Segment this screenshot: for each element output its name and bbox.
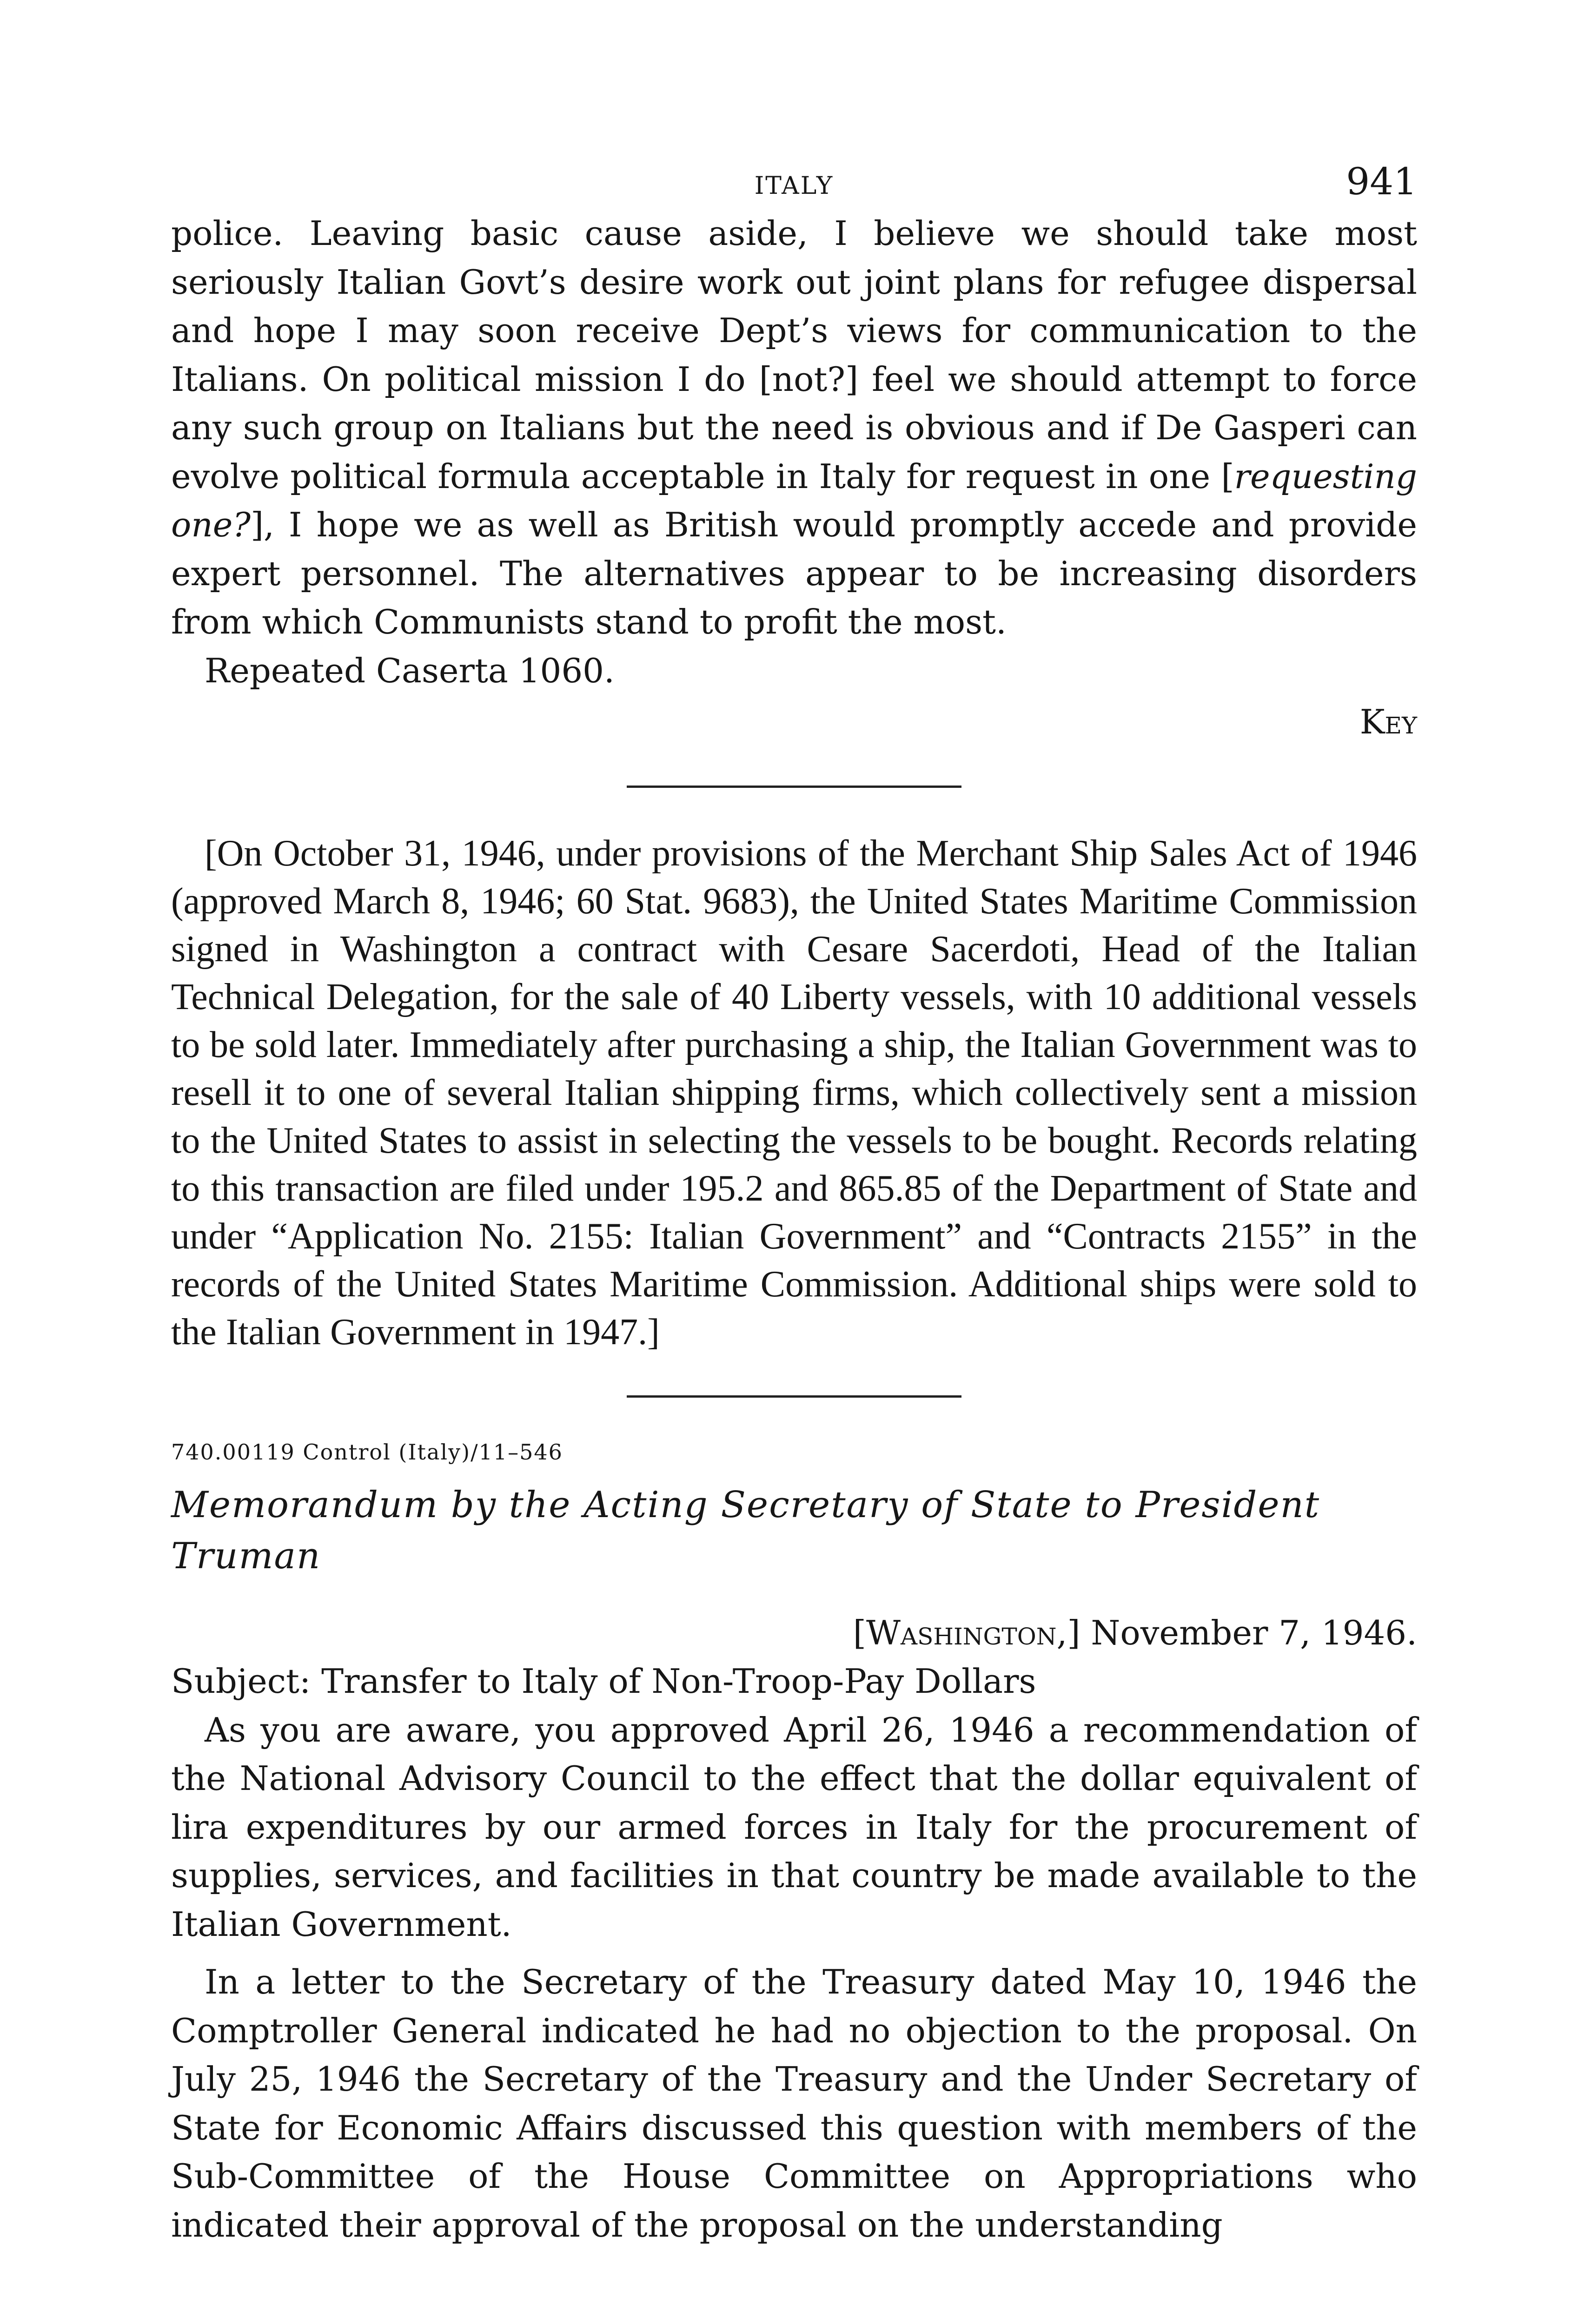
page-number: 941 bbox=[1346, 160, 1417, 203]
body-paragraph-1: As you are aware, you approved April 26, 1946 a recommendation of the National Advisory Council to the effect that the dollar equivalent of lira expenditures by our armed forces in Italy for the procurement of supplies, services, and facilities in that country be made available to the Italian Government. bbox=[171, 1710, 1417, 1944]
continuation-paragraph bbox=[171, 209, 1417, 647]
editorial-note: [On October 31, 1946, under provisions of the Merchant Ship Sales Act of 1946 (approved March 8, 1946; 60 Stat. 9683), the United States Maritime Commission signed in Washington a contract with Cesare Sacerdoti, Head of the Italian Technical Delegation, for the sale of 40 Liberty vessels, with 10 additional vessels to be sold later. Immediately after purchasing a ship, the Italian Government was to resell it to one of several Italian shipping firms, which collectively sent a mission to the United States to assist in selecting the vessels to be bought. Records relating to this transaction are filed under 195.2 and 865.85 of the Department of State and under “Application No. 2155: Italian Government” and “Contracts 2155” in the records of the United States Maritime Commission. Additional ships were sold to the Italian Government in 1947.] bbox=[171, 832, 1417, 1353]
section-divider bbox=[627, 786, 961, 788]
document-title: Memorandum by the Acting Secretary of State to President Truman bbox=[171, 1484, 1320, 1577]
running-head-title: ITALY bbox=[754, 172, 834, 200]
section-divider bbox=[627, 1395, 961, 1398]
dateline-date: November 7, 1946. bbox=[1091, 1613, 1417, 1652]
continuation-text-end: ], I hope we as well as British would promptly accede and provide expert personnel. The alternatives appear to be increasing disorders from which Communists stand to profit the most. bbox=[171, 505, 1417, 641]
file-reference: 740.00119 Control (Italy)/11–546 bbox=[171, 1439, 563, 1465]
running-header bbox=[171, 153, 1417, 209]
document-page bbox=[171, 153, 1417, 2249]
body-paragraph-2: In a letter to the Secretary of the Treasury dated May 10, 1946 the Comptroller General indicated he had no objection to the proposal. On July 25, 1946 the Secretary of the Treasury and the Under Secretary of State for Economic Affairs discussed this question with members of the Sub-Committee of the House Committee on Appropriations who indicated their approval of the proposal on the understanding bbox=[171, 1962, 1417, 2245]
signature: Key bbox=[1359, 702, 1417, 741]
dateline: [Washington,] November 7, 1946. bbox=[853, 1613, 1417, 1652]
subject-line: Subject: Transfer to Italy of Non-Troop-Pay Dollars bbox=[171, 1662, 1036, 1701]
repeated-line: Repeated Caserta 1060. bbox=[205, 651, 615, 690]
continuation-text-start: police. Leaving basic cause aside, I believe we should take most seriously Italian Govt’s desire work out joint plans for refugee dispersal and hope I may soon receive Dept’s views for communication to the Italians. On political mission I do [not?] feel we should attempt to force any such group on Italians but the need is obvious and if De Gasperi can evolve political formula acceptable in Italy for request in one [ bbox=[171, 214, 1417, 496]
dateline-place: Washington, bbox=[866, 1613, 1067, 1652]
continuation-italic-insert: requesting one? bbox=[171, 456, 1417, 544]
